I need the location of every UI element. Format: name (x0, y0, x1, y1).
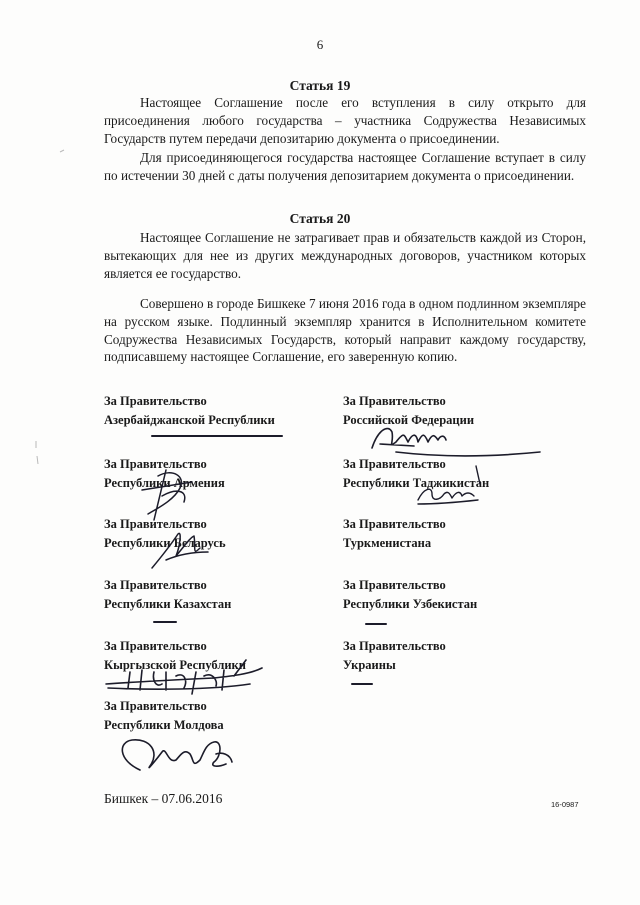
signatory-label: За Правительство (104, 457, 207, 471)
signatory-label: За Правительство (104, 639, 207, 653)
signatory-country: Республики Беларусь (104, 536, 226, 550)
closing-paragraph: Совершено в городе Бишкеке 7 июня 2016 года в одном подлинном экземпляре на русском языке. Подлинный экземпляр хранится в Исполнительном комитете Содружества Независимых Государств, который направит каждому государству, подписавшему настоящее Соглашение, его заверенную копию. (104, 296, 586, 365)
signature-russia (372, 429, 540, 456)
signatory-country: Республики Молдова (104, 718, 224, 732)
page-number: 6 (316, 37, 324, 52)
signatory-country: Республики Таджикистан (343, 476, 490, 490)
signatory-country: Республики Узбекистан (343, 597, 478, 611)
signature-moldova (122, 740, 232, 770)
signature-armenia (142, 470, 192, 520)
article-19-paragraph-1: Настоящее Соглашение после его вступления в силу открыто для присоединения любого государства – участника Содружества Независимых Государств путем передачи депозитарию документа о присоединении. (104, 95, 586, 146)
signatory-country: Республики Казахстан (104, 597, 232, 611)
signatory-label: За Правительство (104, 699, 207, 713)
signatory-country: Кыргызской Республики (104, 658, 246, 672)
signatory-label: За Правительство (343, 394, 446, 408)
article-20-title: Статья 20 (289, 211, 351, 226)
margin-mark (37, 456, 38, 464)
signatory-country: Азербайджанской Республики (104, 413, 275, 427)
margin-mark (60, 150, 64, 152)
article-20-paragraph-1: Настоящее Соглашение не затрагивает прав и обязательств каждой из Сторон, вытекающих для нее из других международных договоров, участником которых является ее государство. (104, 230, 586, 281)
signature-kyrgyzstan (106, 660, 262, 694)
article-19-title: Статья 19 (289, 78, 351, 93)
article-19-paragraph-2: Для присоединяющегося государства настоящее Соглашение вступает в силу по истечении 30 дней с даты получения депозитарием документа о присоединении. (104, 150, 586, 183)
signatory-country: Украины (343, 658, 396, 672)
signatory-label: За Правительство (104, 517, 207, 531)
signatory-country: Российской Федерации (343, 413, 475, 427)
signatory-country: Республики Армения (104, 476, 225, 490)
signatory-label: За Правительство (343, 517, 446, 531)
signatory-country: Туркменистана (343, 536, 432, 550)
footer-place-date: Бишкек – 07.06.2016 (104, 791, 223, 806)
footer-doc-code: 16-0987 (551, 800, 579, 809)
signatory-label: За Правительство (104, 394, 207, 408)
signature-tajikistan (418, 466, 480, 504)
signatory-label: За Правительство (104, 578, 207, 592)
signatory-label: За Правительство (343, 457, 446, 471)
signatory-label: За Правительство (343, 639, 446, 653)
signatory-label: За Правительство (343, 578, 446, 592)
signature-belarus (152, 533, 208, 568)
